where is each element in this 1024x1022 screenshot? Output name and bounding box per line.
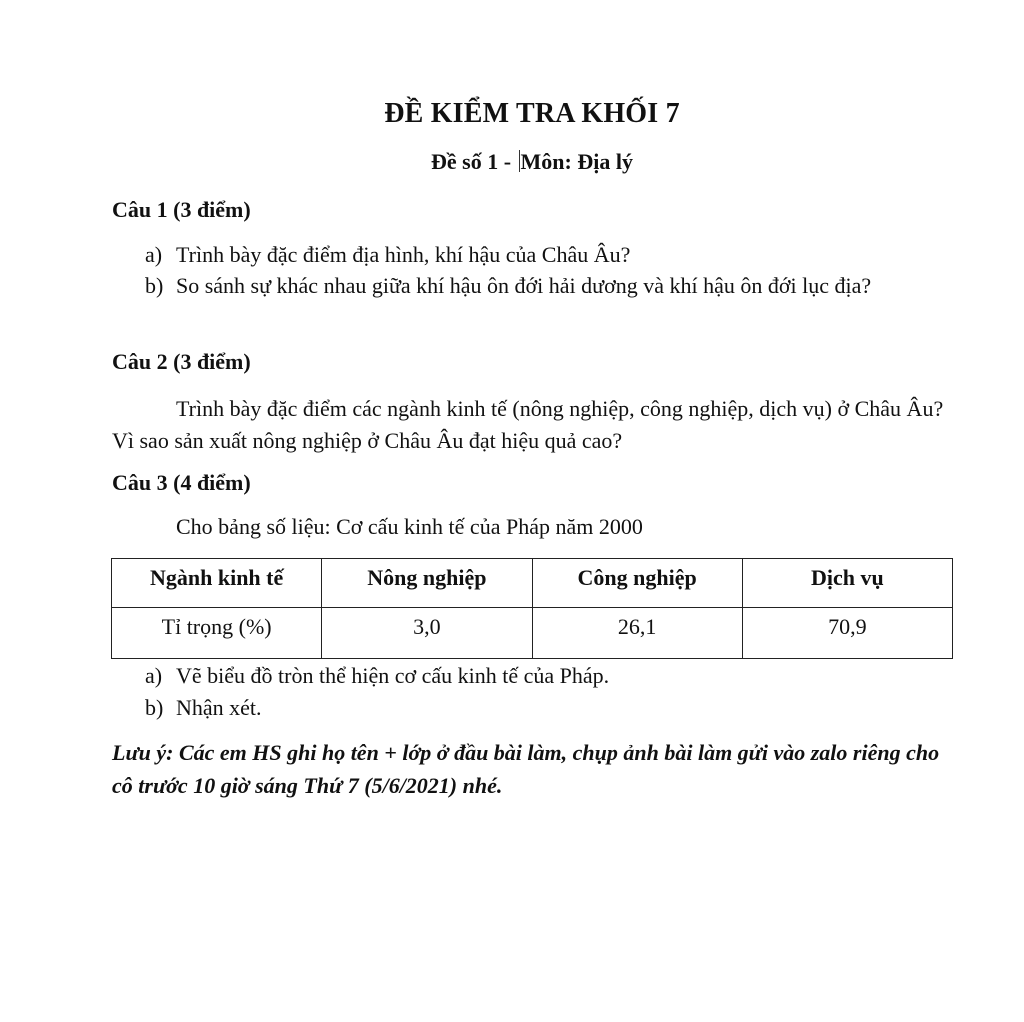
item-text: Nhận xét. [176,695,262,720]
table-header-row [112,559,953,608]
document-subtitle [0,149,1024,175]
question-2-paragraph: Trình bày đặc điểm các ngành kinh tế (nông nghiệp, công nghiệp, dịch vụ) ở Châu Âu? Vì sao sản xuất nông nghiệp ở Châu Âu đạt hiệu quả cao? [112,396,944,453]
question-1-item-a [145,239,935,270]
table-header-cell: Công nghiệp [532,559,742,608]
item-marker: b) [145,695,164,720]
table-cell: 3,0 [322,608,532,659]
instruction-note: Lưu ý: Các em HS ghi họ tên + lớp ở đầu bài làm, chụp ảnh bài làm gửi vào zalo riêng cho cô trước 10 giờ sáng Thứ 7 (5/6/2021) nhé. [112,740,940,798]
table-header-cell: Ngành kinh tế [112,559,322,608]
table-caption: Cho bảng số liệu: Cơ cấu kinh tế của Pháp năm 2000 [176,514,643,539]
table-cell: Tỉ trọng (%) [112,608,322,659]
economy-table [111,558,953,659]
item-text: Trình bày đặc điểm địa hình, khí hậu của Châu Âu? [176,242,631,267]
exam-number: Đề số 1 - [431,149,512,174]
table-cell: 70,9 [742,608,952,659]
document-title: ĐỀ KIỂM TRA KHỐI 7 [384,98,680,129]
subject-label: Môn: Địa lý [520,149,633,174]
question-3-item-b [145,692,935,723]
item-marker: a) [145,663,163,688]
item-text: Vẽ biểu đồ tròn thể hiện cơ cấu kinh tế của Pháp. [176,663,610,688]
item-marker: a) [145,242,163,267]
question-3-heading: Câu 3 (4 điểm) [112,470,251,495]
text-cursor [519,150,520,172]
item-text: So sánh sự khác nhau giữa khí hậu ôn đới hải dương và khí hậu ôn đới lục địa? [176,273,872,298]
table-cell: 26,1 [532,608,742,659]
question-1-heading: Câu 1 (3 điểm) [112,197,251,222]
table-header-cell: Nông nghiệp [322,559,532,608]
question-3-item-a [145,660,935,691]
question-1-item-b [145,270,935,301]
item-marker: b) [145,273,164,298]
table-header-cell: Dịch vụ [742,559,952,608]
question-2-heading: Câu 2 (3 điểm) [112,349,251,374]
table-row [112,608,953,659]
